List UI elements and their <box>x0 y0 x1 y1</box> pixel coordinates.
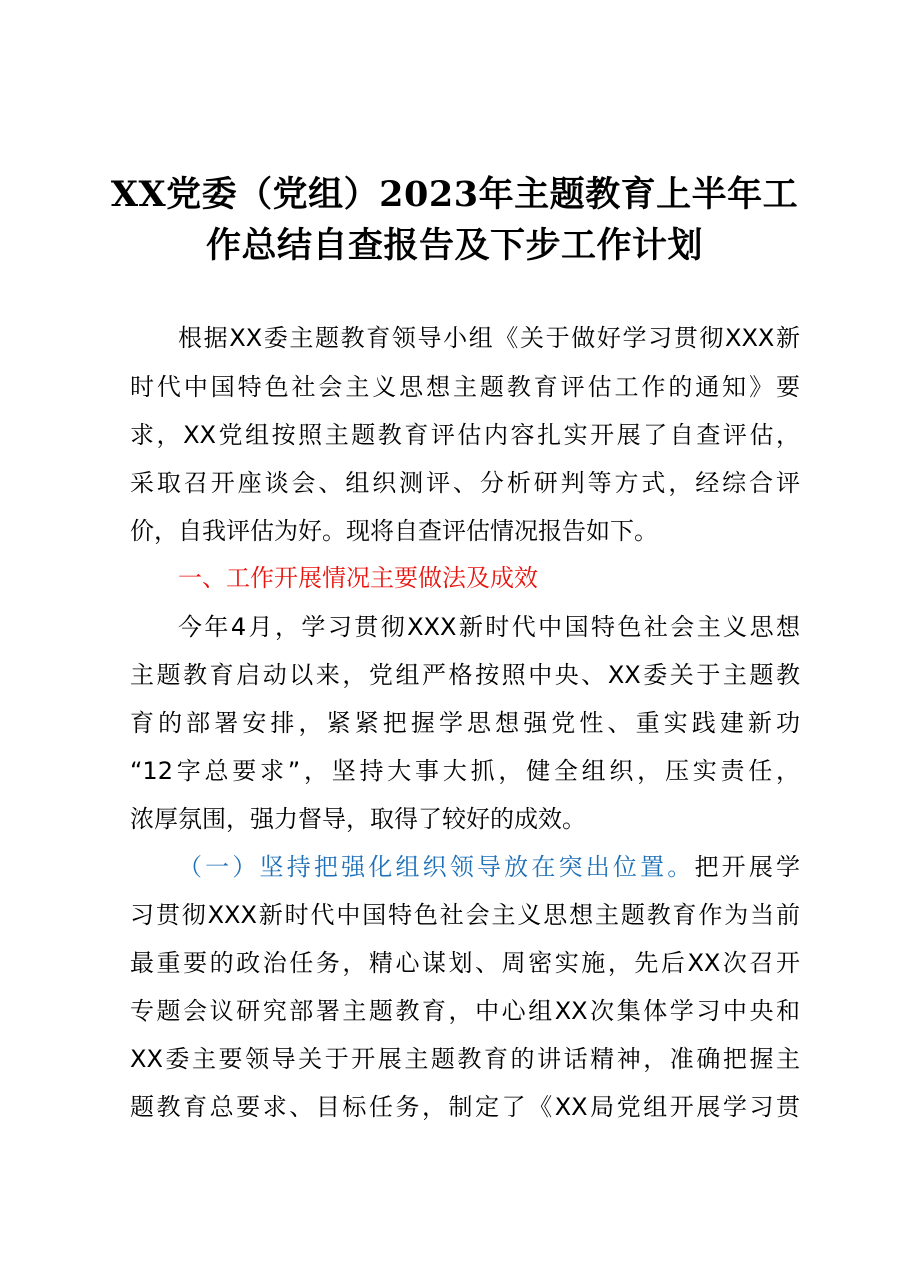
paragraph-3-line-5: 题教育总要求、目标任务，制定了《XX局党组开展学习贯 <box>130 1093 800 1121</box>
paragraph-1-line-5: 价，自我评估为好。现将自查评估情况报告如下。 <box>130 517 658 545</box>
subsection-1-line-1 <box>178 850 800 884</box>
paragraph-3-line-2: 最重要的政治任务，精心谋划、周密实施，先后XX次召开 <box>130 949 800 977</box>
paragraph-1-line-3: 求，XX党组按照主题教育评估内容扎实开展了自查评估， <box>130 421 800 449</box>
section-heading-1: 一、工作开展情况主要做法及成效 <box>178 564 538 592</box>
paragraph-3-line-1: 习贯彻XXX新时代中国特色社会主义思想主题教育作为当前 <box>130 901 800 929</box>
subsection-1-lead-text: 把开展学 <box>694 853 800 881</box>
paragraph-3-line-3: 专题会议研究部署主题教育，中心组XX次集体学习中央和 <box>130 997 800 1025</box>
paragraph-1-line-1: 根据XX委主题教育领导小组《关于做好学习贯彻XXX新 <box>178 324 800 352</box>
paragraph-2-line-2: 主题教育启动以来，党组严格按照中央、XX委关于主题教 <box>130 661 800 689</box>
paragraph-2-line-4: “12字总要求”，坚持大事大抓，健全组织，压实责任， <box>130 757 800 785</box>
paragraph-2-line-5: 浓厚氛围，强力督导，取得了较好的成效。 <box>130 805 586 833</box>
paragraph-1-line-4: 采取召开座谈会、组织测评、分析研判等方式，经综合评 <box>130 469 800 497</box>
document-title-line-1: XX党委（党组）2023年主题教育上半年工 <box>110 174 799 215</box>
subsection-heading-1: （一）坚持把强化组织领导放在突出位置。 <box>178 853 695 881</box>
document-title-line-2: 作总结自查报告及下步工作计划 <box>205 225 703 266</box>
paragraph-2-line-1: 今年4月，学习贯彻XXX新时代中国特色社会主义思想 <box>178 613 800 641</box>
paragraph-2-line-3: 育的部署安排，紧紧把握学思想强党性、重实践建新功 <box>130 709 800 737</box>
paragraph-3-line-4: XX委主要领导关于开展主题教育的讲话精神，准确把握主 <box>130 1045 800 1073</box>
paragraph-1-line-2: 时代中国特色社会主义思想主题教育评估工作的通知》要 <box>130 373 800 401</box>
